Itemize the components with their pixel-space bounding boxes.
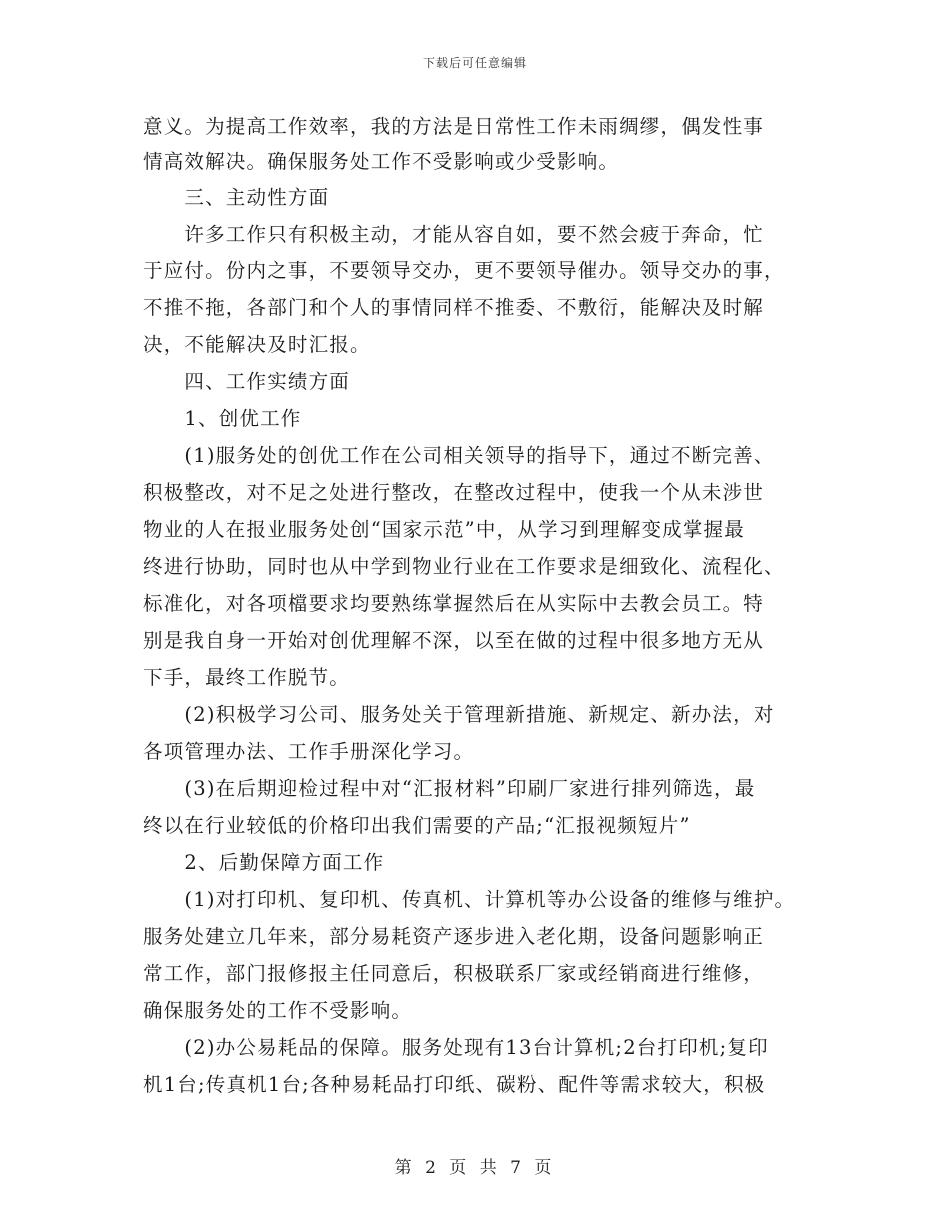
subsection-heading: 1、创优工作: [143, 407, 302, 430]
body-line: 许多工作只有积极主动，才能从容自如，要不然会疲于奔命，忙: [143, 223, 765, 246]
body-line: 别是我自身一开始对创优理解不深，以至在做的过程中很多地方无从: [143, 629, 765, 652]
section-heading: 三、主动性方面: [143, 186, 330, 209]
body-line: (2)积极学习公司、服务处关于管理新措施、新规定、新办法，对: [143, 703, 775, 726]
body-line: 意义。为提高工作效率，我的方法是日常性工作未雨绸缪，偶发性事: [143, 115, 765, 138]
body-line: 机1台;传真机1台;各种易耗品打印纸、碳粉、配件等需求较大，积极: [143, 1073, 766, 1096]
body-line: 积极整改，对不足之处进行整改，在整改过程中，使我一个从未涉世: [143, 481, 765, 504]
page-header: 下载后可任意编辑: [422, 56, 527, 70]
body-line: 不推不拖，各部门和个人的事情同样不推委、不敷衍，能解决及时解: [143, 296, 765, 319]
body-line: 于应付。份内之事，不要领导交办，更不要领导催办。领导交办的事，: [143, 259, 785, 282]
body-line: 下手，最终工作脱节。: [143, 666, 351, 689]
body-line: 常工作，部门报修报主任同意后，积极联系厂家或经销商进行维修，: [143, 962, 765, 985]
section-heading: 四、工作实绩方面: [143, 370, 351, 393]
body-line: 物业的人在报业服务处创“国家示范”中，从学习到理解变成掌握最: [143, 518, 745, 541]
body-line: (1)对打印机、复印机、传真机、计算机等办公设备的维修与维护。: [143, 888, 796, 911]
page-number-footer: 第 2 页 共 7 页: [394, 1158, 556, 1178]
body-line: 终进行协助，同时也从中学到物业行业在工作要求是细致化、流程化、: [143, 555, 785, 578]
body-line: 各项管理办法、工作手册深化学习。: [143, 740, 475, 763]
body-line: 终以在行业较低的价格印出我们需要的产品;“汇报视频短片”: [143, 814, 691, 837]
body-line: (2)办公易耗品的保障。服务处现有13台计算机;2台打印机;复印: [143, 1036, 769, 1059]
body-line: 决，不能解决及时汇报。: [143, 333, 371, 356]
body-line: 服务处建立几年来，部分易耗资产逐步进入老化期，设备问题影响正: [143, 925, 765, 948]
body-line: (3)在后期迎检过程中对“汇报材料”印刷厂家进行排列筛选，最: [143, 777, 756, 800]
body-line: (1)服务处的创优工作在公司相关领导的指导下，通过不断完善、: [143, 444, 775, 467]
subsection-heading: 2、后勤保障方面工作: [143, 851, 385, 874]
body-line: 情高效解决。确保服务处工作不受影响或少受影响。: [143, 150, 620, 173]
body-line: 标准化，对各项檔要求均要熟练掌握然后在从实际中去教会员工。特: [143, 592, 765, 615]
body-line: 确保服务处的工作不受影响。: [143, 999, 413, 1022]
